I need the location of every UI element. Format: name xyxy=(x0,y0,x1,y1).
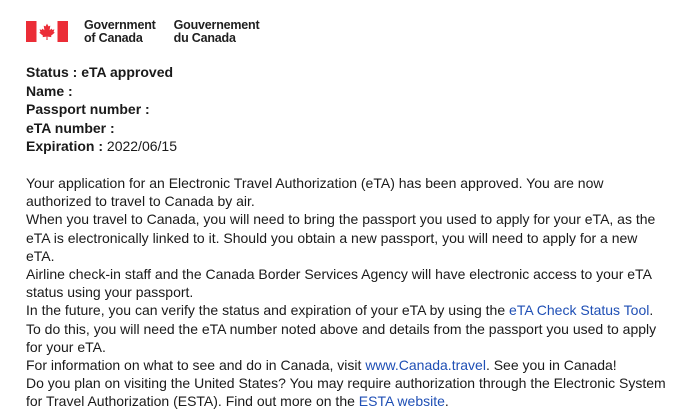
expiration-row xyxy=(26,137,177,156)
esta-text-after: . xyxy=(444,393,449,410)
eta-details xyxy=(26,63,177,156)
wordmark-en-line2: of Canada xyxy=(84,31,143,45)
status-label: Status : xyxy=(26,64,78,80)
expiration-label: Expiration : xyxy=(26,138,104,154)
paragraph-airline: Airline check-in staff and the Canada Border Services Agency will have electronic access to your eTA status using your passport. xyxy=(26,266,652,301)
passport-label: Passport number : xyxy=(26,101,150,117)
paragraph-passport: When you travel to Canada, you will need to bring the passport you used to apply for your eTA, as the eTA is electronically linked to it. Should you obtain a new passport, you will need to apply for a new eTA. xyxy=(26,211,656,264)
wordmark-french xyxy=(174,19,260,45)
eta-check-status-tool-link[interactable]: eTA Check Status Tool xyxy=(509,302,650,319)
wordmark-fr-line2: du Canada xyxy=(173,31,236,45)
eta-number-row xyxy=(26,119,177,138)
eta-number-label: eTA number : xyxy=(26,119,115,136)
name-label: Name : xyxy=(26,82,73,99)
wordmark-fr-line1: Gouvernement xyxy=(173,18,260,32)
esta-text-before: Do you plan on visiting the United States? You may require authorization through the Electronic System for Travel Authorization (ESTA). Find out more on the xyxy=(26,375,666,410)
canada-flag-icon xyxy=(26,21,68,42)
wordmark-en-line1: Government xyxy=(84,18,156,32)
approval-message xyxy=(26,174,666,411)
canada-travel-text-before: For information on what to see and do in Canada, visit xyxy=(26,357,366,374)
government-wordmark xyxy=(84,19,259,45)
status-row xyxy=(26,63,177,82)
paragraph-approved: Your application for an Electronic Travel Authorization (eTA) has been approved. You are now authorized to travel to Canada by air. xyxy=(26,175,604,210)
paragraph-canada-travel xyxy=(26,356,666,374)
passport-row xyxy=(26,100,177,119)
canada-travel-link[interactable]: www.Canada.travel xyxy=(365,357,486,374)
status-value: eTA approved xyxy=(81,64,174,80)
paragraph-check-status xyxy=(26,301,666,356)
check-status-text-before: In the future, you can verify the status and expiration of your eTA by using the xyxy=(26,302,510,319)
government-of-canada-logo xyxy=(26,19,259,45)
paragraph-esta xyxy=(26,374,666,410)
esta-website-link[interactable]: ESTA website xyxy=(358,393,445,410)
wordmark-english xyxy=(84,19,156,45)
expiration-value: 2022/06/15 xyxy=(106,138,177,154)
check-status-text-after: . To do this, you will need the eTA number noted above and details from the passport you used to apply for your eTA. xyxy=(26,302,657,355)
name-row xyxy=(26,82,177,101)
canada-travel-text-after: . See you in Canada! xyxy=(485,357,617,374)
